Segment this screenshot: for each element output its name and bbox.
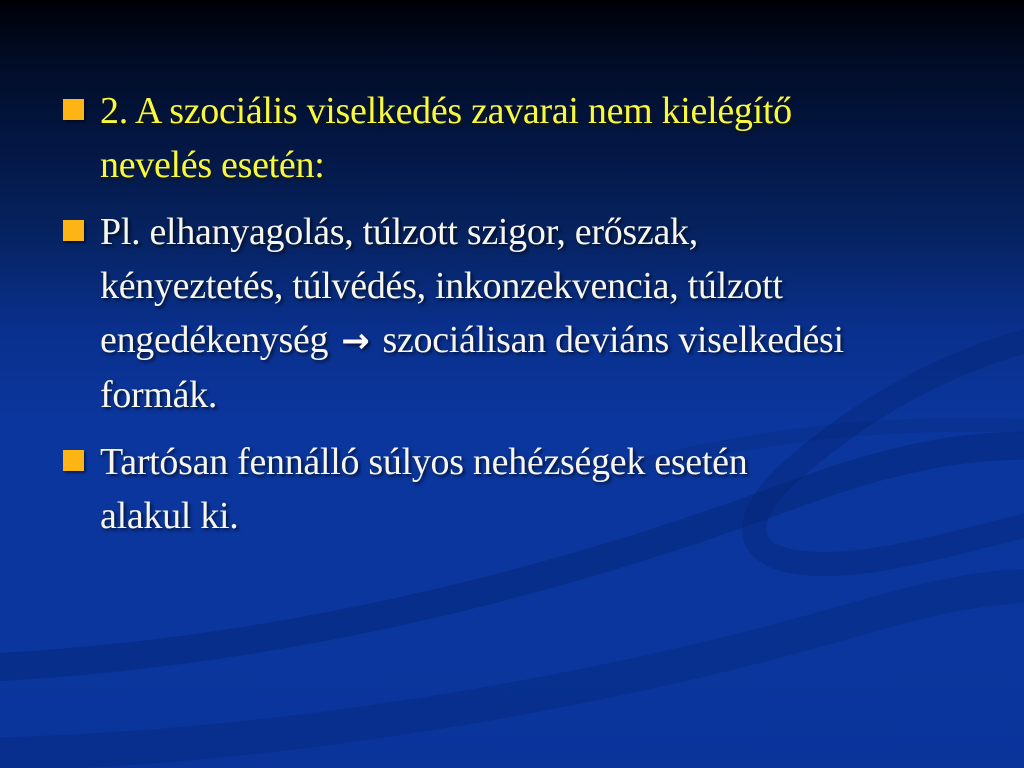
bullet-item-1 (63, 84, 985, 192)
bullet-text-line: kényeztetés, túlvédés, inkonzekvencia, túlzott (100, 265, 783, 307)
bullet-text-line: formák. (100, 374, 218, 416)
bullet-text-line: alakul ki. (100, 495, 239, 537)
bullet-item-3 (63, 435, 985, 543)
bullet-text-line: Pl. elhanyagolás, túlzott szigor, erőszak, (100, 211, 698, 253)
right-arrow-icon: → (341, 321, 370, 361)
bullet-square-icon (63, 220, 84, 241)
bullet-square-icon (63, 450, 84, 471)
bullet-text-line-with-arrow (100, 313, 985, 368)
bullet-text-line: 2. A szociális viselkedés zavarai nem kielégítő (100, 90, 792, 132)
slide-content (63, 84, 985, 556)
bullet-text-line: nevelés esetén: (100, 144, 325, 186)
bullet-text-line: Tartósan fennálló súlyos nehézségek esetén (100, 441, 748, 483)
arrow-line-post-text: szociálisan deviáns viselkedési (382, 319, 844, 361)
bullet-square-icon (63, 99, 84, 120)
arrow-line-pre-text: engedékenység (100, 319, 329, 361)
bullet-item-2 (63, 205, 985, 422)
